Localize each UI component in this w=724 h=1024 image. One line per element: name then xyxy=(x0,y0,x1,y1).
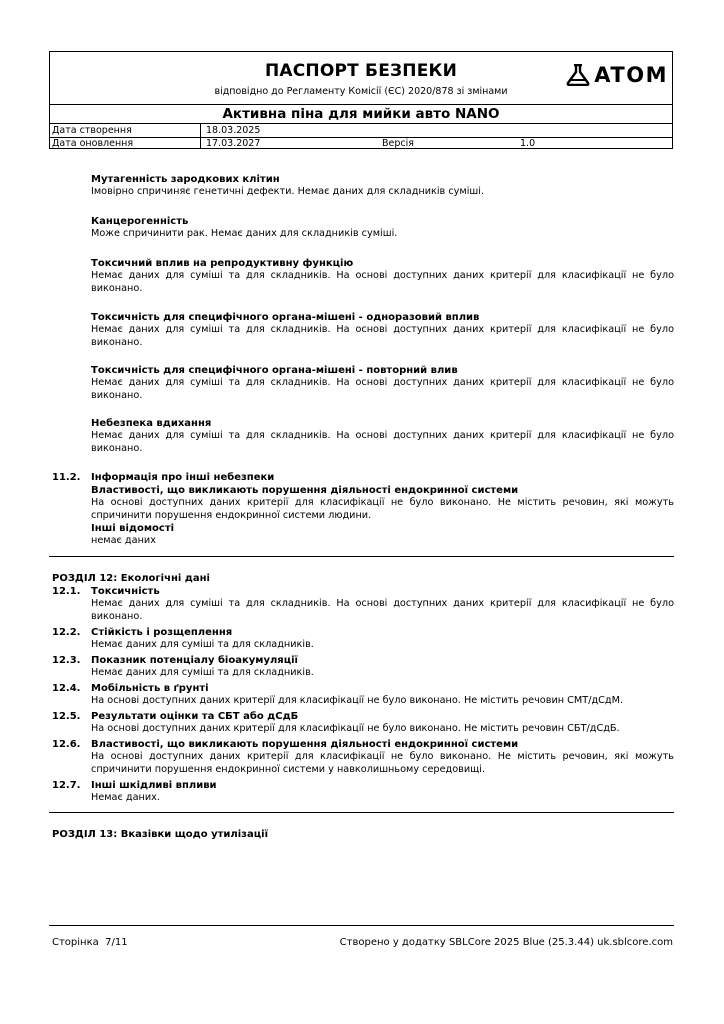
hazard-item xyxy=(91,215,674,241)
eco-text: Немає даних для суміші та для складників. На основі доступних даних критерії для класифікації не було виконано. xyxy=(91,598,674,622)
eco-text: Немає даних. xyxy=(91,792,160,803)
hazard-title: Канцерогенність xyxy=(91,216,189,227)
eco-item xyxy=(91,738,674,776)
hazard-item xyxy=(91,173,674,199)
hazard-title: Токсичність для специфічного органа-мішені - одноразовий вплив xyxy=(91,312,480,323)
footer-divider xyxy=(49,925,674,926)
endocrine-text: На основі доступних даних критерії для класифікації не було виконано. Не містить речовин, які можуть спричинити порушення ендокринної системи людини. xyxy=(91,497,674,521)
section-number: 12.2. xyxy=(52,627,81,638)
eco-text: Немає даних для суміші та для складників. xyxy=(91,667,314,678)
eco-title: Показник потенціалу біоакумуляції xyxy=(91,655,298,666)
version-value: 1.0 xyxy=(520,138,536,149)
hazard-item xyxy=(91,417,674,455)
eco-title: Інші шкідливі впливи xyxy=(91,780,217,791)
eco-item xyxy=(91,585,674,623)
other-info-title: Інші відомості xyxy=(91,523,175,534)
section-number: 12.5. xyxy=(52,711,81,722)
product-name: Активна піна для мийки авто NANO xyxy=(50,104,672,124)
endocrine-title: Властивості, що викликають порушення діяльності ендокринної системи xyxy=(91,485,519,496)
section-divider xyxy=(49,556,674,557)
eco-title: Стійкість і розщеплення xyxy=(91,627,233,638)
eco-text: Немає даних для суміші та для складників. xyxy=(91,639,314,650)
eco-title: Результати оцінки та СБТ або дСдБ xyxy=(91,711,299,722)
section-number: 12.7. xyxy=(52,780,81,791)
hazard-text: Немає даних для суміші та для складників. На основі доступних даних критерії для класифікації не було виконано. xyxy=(91,324,674,348)
eco-text: На основі доступних даних критерії для класифікації не було виконано. Не містить речовин СБТ/дСдБ. xyxy=(91,723,620,734)
section-number: 12.6. xyxy=(52,739,81,750)
hazard-text: Немає даних для суміші та для складників. На основі доступних даних критерії для класифікації не було виконано. xyxy=(91,270,674,294)
hazard-title: Мутагенність зародкових клітин xyxy=(91,174,280,185)
created-label: Дата створення xyxy=(52,125,132,136)
created-value: 18.03.2025 xyxy=(206,125,261,136)
document-title: ПАСПОРТ БЕЗПЕКИ xyxy=(264,61,458,81)
eco-text: На основі доступних даних критерії для класифікації не було виконано. Не містить речовин, які можуть спричинити порушення ендокринної системи у навколишньому середовищі. xyxy=(91,751,674,775)
hazard-item xyxy=(91,311,674,349)
eco-text: На основі доступних даних критерії для класифікації не було виконано. Не містить речовин СМТ/дСдМ. xyxy=(91,695,624,706)
eco-item xyxy=(91,682,674,708)
hazard-text: Імовірно спричиняє генетичні дефекти. Немає даних для складників суміші. xyxy=(91,186,485,197)
section-divider xyxy=(49,812,674,813)
eco-item xyxy=(91,626,674,652)
section-number: 12.1. xyxy=(52,586,81,597)
eco-item xyxy=(91,779,674,805)
section-number: 12.4. xyxy=(52,683,81,694)
section-number: 12.3. xyxy=(52,655,81,666)
updated-label: Дата оновлення xyxy=(52,138,134,149)
eco-title: Мобільність в ґрунті xyxy=(91,683,209,694)
section-number: 11.2. xyxy=(52,472,81,483)
logo-text: ATOM xyxy=(594,62,668,87)
section-title: Інформація про інші небезпеки xyxy=(91,472,275,483)
other-hazards-block xyxy=(91,471,674,548)
hazard-text: Немає даних для суміші та для складників. На основі доступних даних критерії для класифікації не було виконано. xyxy=(91,430,674,454)
eco-title: Властивості, що викликають порушення діяльності ендокринної системи xyxy=(91,739,519,750)
regulation-note: відповідно до Регламенту Комісії (ЄС) 2020/878 зі змінами xyxy=(214,86,508,97)
hazard-text: Немає даних для суміші та для складників. На основі доступних даних критерії для класифікації не було виконано. xyxy=(91,377,674,401)
created-by: Створено у додатку SBLCore 2025 Blue (25.3.44) uk.sblcore.com xyxy=(339,937,673,948)
page-label: Сторінка xyxy=(52,937,99,948)
page-value: 7/11 xyxy=(105,937,128,948)
eco-item xyxy=(91,710,674,736)
version-label: Версія xyxy=(382,138,414,149)
updated-value: 17.03.2027 xyxy=(206,138,261,149)
hazard-item xyxy=(91,364,674,402)
eco-title: Токсичність xyxy=(91,586,160,597)
hazard-item xyxy=(91,257,674,295)
eco-item xyxy=(91,654,674,680)
hazard-title: Токсичність для специфічного органа-мішені - повторний влив xyxy=(91,365,458,376)
section-heading: РОЗДІЛ 13: Вказівки щодо утилізації xyxy=(52,829,268,840)
hazard-text: Може спричинити рак. Немає даних для складників суміші. xyxy=(91,228,398,239)
other-info-text: немає даних xyxy=(91,535,156,546)
page-number xyxy=(52,937,128,948)
section-heading: РОЗДІЛ 12: Екологічні дані xyxy=(52,573,210,584)
hazard-title: Небезпека вдихання xyxy=(91,418,212,429)
hazard-title: Токсичний вплив на репродуктивну функцію xyxy=(91,258,354,269)
